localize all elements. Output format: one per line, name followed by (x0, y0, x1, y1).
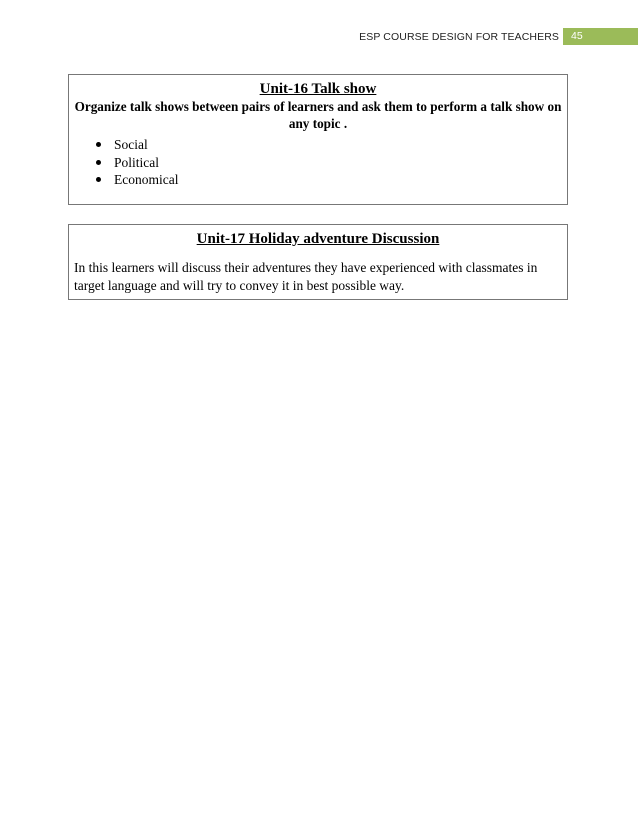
bullet-icon (96, 177, 101, 182)
unit-17-box (68, 224, 568, 300)
topic-label: Economical (114, 172, 179, 187)
unit-17-description: In this learners will discuss their adventures they have experienced with classmates in target language and will try to convey it in best possible way. (74, 260, 538, 293)
list-item (69, 136, 567, 154)
topic-label: Social (114, 137, 148, 152)
running-header-title: ESP COURSE DESIGN FOR TEACHERS (359, 31, 559, 43)
bullet-icon (96, 160, 101, 165)
page-number-badge: 45 (564, 28, 638, 45)
unit-16-box (68, 74, 568, 205)
topic-list (69, 136, 567, 189)
list-item (69, 171, 567, 189)
bullet-icon (96, 142, 101, 147)
unit-17-title: Unit-17 Holiday adventure Discussion (196, 231, 440, 247)
topic-label: Political (114, 154, 159, 170)
unit-16-title: Unit-16 Talk show (259, 81, 377, 97)
list-item (69, 154, 567, 172)
page-header (0, 28, 638, 46)
unit-16-instruction: Organize talk shows between pairs of learners and ask them to perform a talk show on any topic . (74, 99, 562, 131)
